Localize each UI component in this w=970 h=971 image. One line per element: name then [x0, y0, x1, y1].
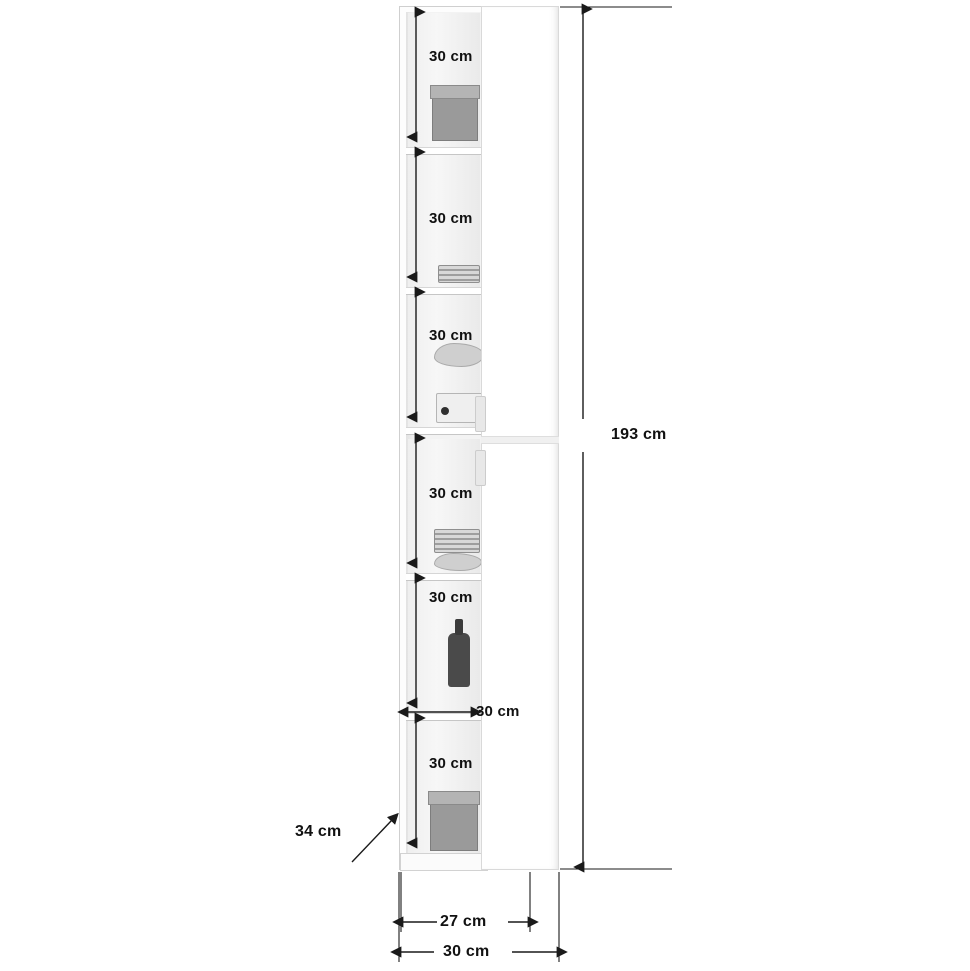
shelf-height-label-3: 30 cm	[429, 327, 473, 344]
shelf-height-label-5: 30 cm	[429, 589, 473, 606]
bottle-body	[448, 633, 470, 687]
towel-stack-middle	[434, 529, 480, 553]
door-width-label: 27 cm	[440, 913, 487, 930]
storage-box-bottom-lid	[428, 791, 480, 805]
shelf-divider-1	[406, 147, 482, 155]
shelf-divider-5	[406, 713, 482, 721]
cloth-middle	[434, 553, 482, 571]
door-gap	[481, 436, 559, 444]
bottle-neck	[455, 619, 463, 635]
shelf-height-label-6: 30 cm	[429, 755, 473, 772]
shelf-divider-3	[406, 427, 482, 435]
shelf-divider-2	[406, 287, 482, 295]
door-handle-lower	[475, 450, 486, 486]
door-handle-upper	[475, 396, 486, 432]
storage-box-top-lid	[430, 85, 480, 99]
cabinet-plinth	[400, 853, 488, 871]
storage-box-top	[432, 93, 478, 141]
storage-box-bottom	[430, 799, 478, 851]
shelf-height-label-4: 30 cm	[429, 485, 473, 502]
shelf-height-label-2: 30 cm	[429, 210, 473, 227]
total-height-label: 193 cm	[611, 426, 667, 443]
total-width-label: 30 cm	[443, 943, 490, 960]
towel-stack-upper	[438, 265, 480, 283]
appliance-knob	[441, 407, 449, 415]
depth-label: 34 cm	[295, 823, 342, 840]
cabinet-carcass	[399, 6, 487, 870]
cabinet-illustration	[399, 6, 559, 870]
shelf-height-label-1: 30 cm	[429, 48, 473, 65]
shelf-width-label: 30 cm	[476, 703, 520, 720]
folded-cloth	[434, 343, 484, 367]
shelf-divider-4	[406, 573, 482, 581]
